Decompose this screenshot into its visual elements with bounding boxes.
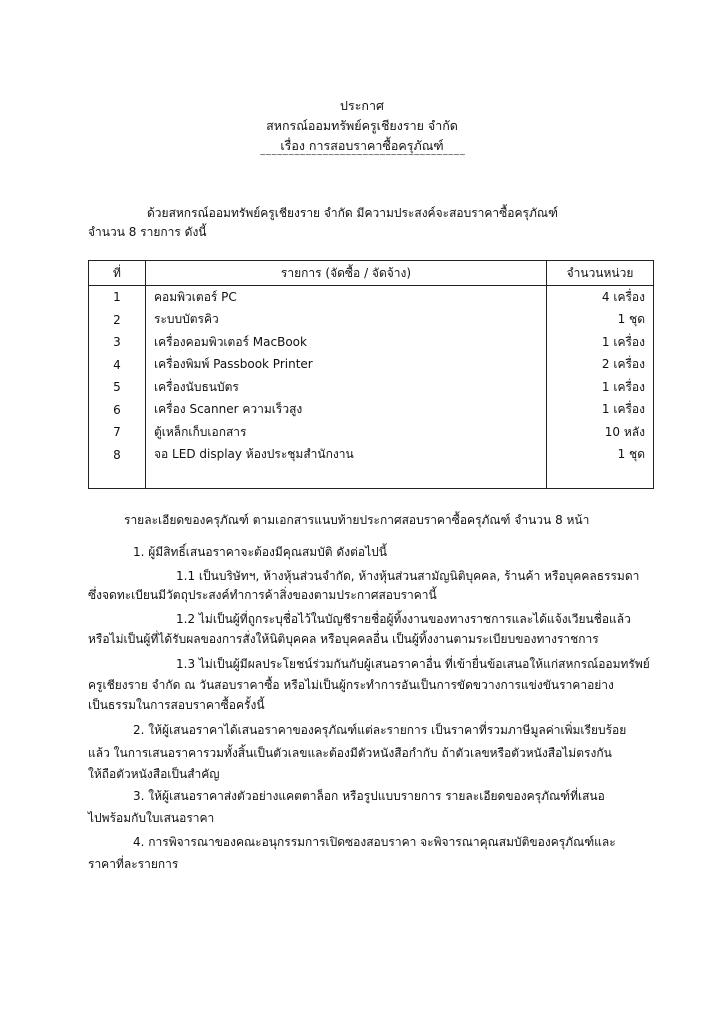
- subject-line: เรื่อง การสอบราคาซื้อครุภัณฑ์: [280, 138, 444, 153]
- row-item: เครื่องคอมพิวเตอร์ MacBook: [146, 331, 547, 354]
- row-qty: 1 เครื่อง: [601, 402, 645, 417]
- row-item: จอ LED display ห้องประชุมสำนักงาน: [146, 444, 547, 467]
- row-item: ระบบบัตรคิว: [146, 309, 547, 332]
- decorative-tilde-line: ~~~~~~~~~~~~~~~~~~~~~~~~~~~~~~~~~~~~: [259, 150, 465, 159]
- header-qty: จำนวนหน่วย: [547, 261, 654, 286]
- condition-2-line-1: 2. ให้ผู้เสนอราคาได้เสนอราคาของครุภัณฑ์แต่ละรายการ เป็นราคาที่รวมภาษีมูลค่าเพิ่มเรียบร้อย: [133, 723, 627, 737]
- table-row: [89, 286, 654, 309]
- table-row: [89, 399, 654, 422]
- cooperative-name: สหกรณ์ออมทรัพย์ครูเชียงราย จำกัด: [266, 118, 458, 133]
- row-no: 7: [89, 421, 146, 444]
- condition-1-1-line-1: 1.1 เป็นบริษัทฯ, ห้างหุ้นส่วนจำกัด, ห้างหุ้นส่วนสามัญนิติบุคคล, ร้านค้า หรือบุคคลธรรมดา: [176, 569, 640, 583]
- condition-4-line-1: 4. การพิจารณาของคณะอนุกรรมการเปิดซองสอบราคา จะพิจารณาคุณสมบัติของครุภัณฑ์และ: [133, 835, 616, 849]
- intro-line-1: ด้วยสหกรณ์ออมทรัพย์ครูเชียงราย จำกัด มีความประสงค์จะสอบราคาซื้อครุภัณฑ์: [147, 206, 558, 220]
- condition-3-line-2: ไปพร้อมกับใบเสนอราคา: [88, 811, 215, 825]
- row-item: เครื่อง Scanner ความเร็วสูง: [146, 399, 547, 422]
- condition-1-2-line-2: หรือไม่เป็นผู้ที่ได้รับผลของการสั่งให้นิติบุคคล หรือบุคคลอื่น เป็นผู้ทิ้งงานตามระเบียบของทางราชการ: [88, 632, 599, 646]
- condition-1-3-line-3: เป็นธรรมในการสอบราคาซื้อครั้งนี้: [88, 698, 265, 712]
- row-qty: 1 เครื่อง: [601, 334, 645, 349]
- row-qty: 1 ชุด: [617, 447, 645, 462]
- row-no: 6: [89, 399, 146, 422]
- row-item: คอมพิวเตอร์ PC: [146, 286, 547, 309]
- condition-4-line-2: ราคาที่ละรายการ: [88, 857, 179, 871]
- row-item: ตู้เหล็กเก็บเอกสาร: [146, 421, 547, 444]
- table-row: [89, 444, 654, 467]
- row-no: 5: [89, 376, 146, 399]
- table-row: [89, 309, 654, 332]
- row-qty: 10 หลัง: [604, 424, 645, 439]
- empty-cell: [89, 466, 146, 489]
- row-item: เครื่องนับธนบัตร: [146, 376, 547, 399]
- row-no: 4: [89, 354, 146, 377]
- table-row: [89, 376, 654, 399]
- row-item: เครื่องพิมพ์ Passbook Printer: [146, 354, 547, 377]
- row-qty: 1 ชุด: [617, 312, 645, 327]
- header-item: รายการ (จัดซื้อ / จัดจ้าง): [146, 261, 547, 286]
- header-no: ที่: [89, 261, 146, 286]
- row-no: 3: [89, 331, 146, 354]
- condition-1-3-line-2: ครูเชียงราย จำกัด ณ วันสอบราคาซื้อ หรือไม่เป็นผู้กระทำการอันเป็นการขัดขวางการแข่งขันราคาอย่าง: [88, 678, 614, 692]
- details-note: รายละเอียดของครุภัณฑ์ ตามเอกสารแนบท้ายประกาศสอบราคาซื้อครุภัณฑ์ จำนวน 8 หน้า: [124, 513, 590, 527]
- row-qty: 4 เครื่อง: [601, 289, 645, 304]
- condition-1-2-line-1: 1.2 ไม่เป็นผู้ที่ถูกระบุชื่อไว้ในบัญชีรายชื่อผู้ทิ้งงานของทางราชการและได้แจ้งเวียนชื่อแล้ว: [176, 612, 631, 626]
- table-header-row: [89, 261, 654, 286]
- condition-3-line-1: 3. ให้ผู้เสนอราคาส่งตัวอย่างแคตตาล็อก หรือรูปแบบรายการ รายละเอียดของครุภัณฑ์ที่เสนอ: [133, 789, 605, 803]
- empty-cell: [146, 466, 547, 489]
- condition-1-3-line-1: 1.3 ไม่เป็นผู้มีผลประโยชน์ร่วมกันกับผู้เสนอราคาอื่น ที่เข้ายื่นข้อเสนอให้แก่สหกรณ์ออมทรัพย์: [176, 657, 650, 671]
- condition-2-line-3: ให้ถือตัวหนังสือเป็นสำคัญ: [88, 767, 220, 781]
- condition-1: 1. ผู้มีสิทธิ์เสนอราคาจะต้องมีคุณสมบัติ ดังต่อไปนี้: [133, 545, 387, 559]
- table-row: [89, 331, 654, 354]
- condition-1-1-line-2: ซึ่งจดทะเบียนมีวัตถุประสงค์ทำการค้าสิ่งของตามประกาศสอบราคานี้: [88, 588, 437, 602]
- intro-line-2: จำนวน 8 รายการ ดังนี้: [88, 225, 207, 239]
- announcement-heading: ประกาศ: [340, 98, 384, 113]
- empty-cell: [547, 466, 654, 489]
- row-qty: 1 เครื่อง: [601, 379, 645, 394]
- condition-2-line-2: แล้ว ในการเสนอราคารวมทั้งสิ้นเป็นตัวเลขและต้องมีตัวหนังสือกำกับ ถ้าตัวเลขหรือตัวหนังสือไม่ตรงกัน: [88, 746, 612, 760]
- row-no: 2: [89, 309, 146, 332]
- table-row: [89, 421, 654, 444]
- table-row: [89, 354, 654, 377]
- row-no: 1: [89, 286, 146, 309]
- row-qty: 2 เครื่อง: [601, 357, 645, 372]
- items-table: [88, 260, 654, 489]
- table-empty-row: [89, 466, 654, 489]
- row-no: 8: [89, 444, 146, 467]
